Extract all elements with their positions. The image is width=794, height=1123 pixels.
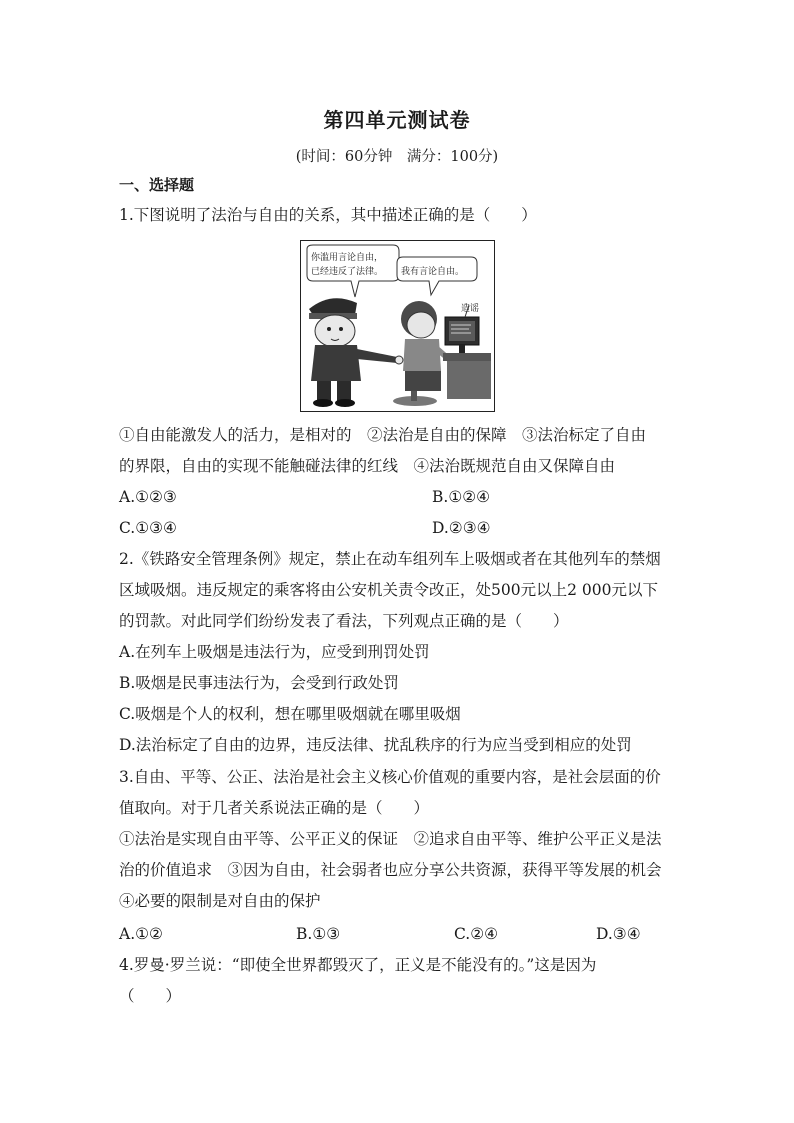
bubble-right-text: 我有言论自由。 [401,267,465,277]
question-2-option-a: A.在列车上吸烟是违法行为，应受到刑罚处罚 [119,643,430,661]
cartoon-illustration [301,241,494,411]
question-4-stem-line-2: （ ） [119,987,182,1005]
question-2-option-d: D.法治标定了自由的边界，违反法律、扰乱秩序的行为应当受到相应的处罚 [119,736,632,754]
question-3-option-a: A.①② [119,925,163,943]
question-1-stem: 1.下图说明了法治与自由的关系，其中描述正确的是（ ） [119,206,537,224]
page-title: 第四单元测试卷 [323,108,471,132]
question-1-option-b: B.①②④ [432,488,491,506]
question-2-option-c: C.吸烟是个人的权利，想在哪里吸烟就在哪里吸烟 [119,705,461,723]
bubble-left-text-1: 你滥用言论自由， [311,253,384,263]
question-2-stem-line-2: 区域吸烟。违反规定的乘客将由公安机关责令改正，处500元以上2 000元以下 [119,581,658,599]
exam-info: (时间：60分钟 满分：100分) [295,149,499,165]
question-3-statement-line-2: 治的价值追求 ③因为自由，社会弱者也应分享公共资源，获得平等发展的机会 [119,861,662,879]
question-2-stem-line-3: 的罚款。对此同学们纷纷发表了看法，下列观点正确的是（ ） [119,612,569,630]
question-3-statement-line-3: ④必要的限制是对自由的保护 [119,892,321,910]
question-1-statement-line-2: 的界限，自由的实现不能触碰法律的红线 ④法治既规范自由又保障自由 [119,457,616,475]
question-2-stem-line-1: 2.《铁路安全管理条例》规定，禁止在动车组列车上吸烟或者在其他列车的禁烟 [119,550,661,568]
question-1-statement-line-1: ①自由能激发人的活力，是相对的 ②法治是自由的保障 ③法治标定了自由 [119,426,647,444]
question-1-option-d: D.②③④ [432,519,491,537]
question-3-option-c: C.②④ [454,925,499,943]
question-3-option-b: B.①③ [296,925,341,943]
question-3-statement-line-1: ①法治是实现自由平等、公平正义的保证 ②追求自由平等、维护公平正义是法 [119,830,662,848]
screen-label: 造谣 [461,304,480,314]
question-4-stem-line-1: 4.罗曼·罗兰说：“即使全世界都毁灭了，正义是不能没有的。”这是因为 [119,956,597,974]
section-heading: 一、选择题 [119,176,195,194]
bubble-left-text-2: 已经违反了法律。 [311,267,384,277]
question-2-option-b: B.吸烟是民事违法行为，会受到行政处罚 [119,674,399,692]
question-3-stem-line-2: 值取向。对于几者关系说法正确的是（ ） [119,799,430,817]
question-1-option-c: C.①③④ [119,519,177,537]
policeman-figure [309,298,403,407]
question-3-stem-line-1: 3.自由、平等、公正、法治是社会主义核心价值观的重要内容，是社会层面的价 [119,768,661,786]
question-3-option-d: D.③④ [596,925,641,943]
question-1-option-a: A.①②③ [119,488,177,506]
cartoon-image [300,240,495,412]
computer-icon [443,302,491,399]
